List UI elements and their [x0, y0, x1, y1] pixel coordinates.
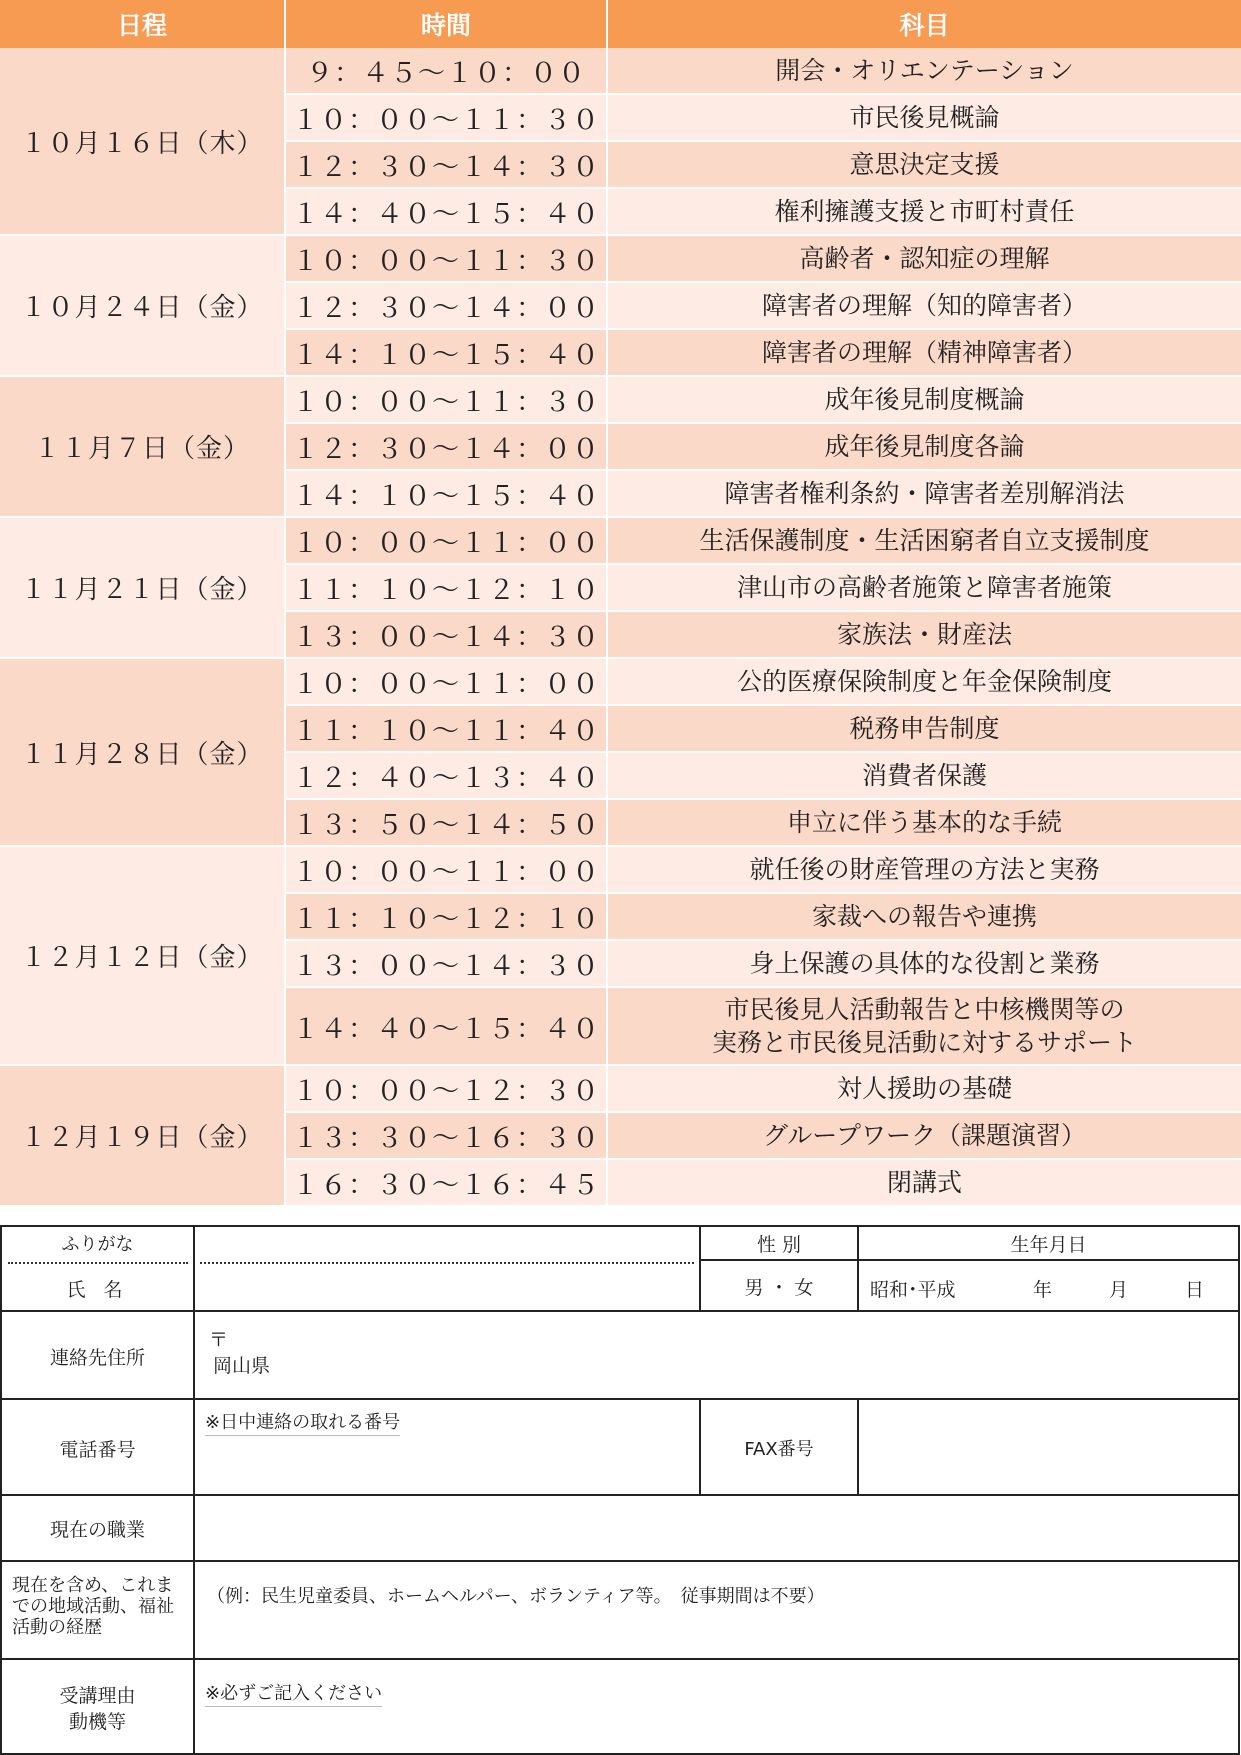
form-rule — [2, 1658, 1238, 1660]
session-time: １４：１０〜１５：４０ — [286, 471, 608, 518]
fax-label: FAX番号 — [744, 1439, 814, 1460]
address-input[interactable] — [262, 1317, 1232, 1393]
prefecture-text: 岡山県 — [213, 1355, 271, 1377]
schedule-header-row — [0, 0, 1241, 48]
session-subject-line: 市民後見人活動報告と中核機関等の — [724, 995, 1125, 1024]
session-subject: 家裁への報告や連携 — [608, 894, 1241, 941]
birthdate-label: 生年月日 — [1010, 1234, 1087, 1256]
schedule-row — [0, 377, 1241, 424]
session-subject: 成年後見制度概論 — [608, 377, 1241, 424]
form-rule — [2, 1560, 1238, 1562]
session-subject: 権利擁護支援と市町村責任 — [608, 189, 1241, 236]
schedule-row — [0, 48, 1241, 95]
date-column-header: 日程 — [0, 0, 286, 48]
reason-label-line2: 動機等 — [68, 1711, 126, 1733]
form-rule — [2, 1398, 1238, 1400]
session-subject: 消費者保護 — [608, 753, 1241, 800]
reason-label-line1: 受講理由 — [59, 1685, 136, 1707]
session-time: １１：１０〜１２：１０ — [286, 894, 608, 941]
session-subject: 対人援助の基礎 — [608, 1066, 1241, 1113]
gender-label: 性 別 — [756, 1234, 802, 1256]
session-time: １２：３０〜１４：００ — [286, 424, 608, 471]
birth-year-unit: 年 — [1033, 1279, 1053, 1301]
session-subject: 意思決定支援 — [608, 142, 1241, 189]
session-time: １３：００〜１４：３０ — [286, 612, 608, 659]
birth-era-options[interactable]: 昭和･平成 — [870, 1279, 956, 1301]
session-subject: 家族法・財産法 — [608, 612, 1241, 659]
session-subject: グループワーク（課題演習） — [608, 1113, 1241, 1160]
session-subject: 障害者の理解（知的障害者） — [608, 283, 1241, 330]
session-date: １１月７日（金） — [0, 377, 286, 518]
session-time: １４：４０〜１５：４０ — [286, 189, 608, 236]
postal-mark: 〒 — [209, 1329, 229, 1351]
session-subject: 成年後見制度各論 — [608, 424, 1241, 471]
form-rule — [857, 1398, 859, 1496]
session-time: １０：００〜１１：３０ — [286, 236, 608, 283]
session-subject: 高齢者・認知症の理解 — [608, 236, 1241, 283]
session-time: ９：４５〜１０：００ — [286, 48, 608, 95]
session-subject: 生活保護制度・生活困窮者自立支援制度 — [608, 518, 1241, 565]
form-rule — [2, 1494, 1238, 1496]
session-time: １１：１０〜１１：４０ — [286, 706, 608, 753]
session-date: １２月１２日（金） — [0, 847, 286, 1066]
schedule-row — [0, 518, 1241, 565]
form-rule — [2, 1310, 1238, 1312]
reason-note: ※必ずご記入ください — [205, 1679, 382, 1707]
session-subject: 市民後見概論 — [608, 95, 1241, 142]
session-time: １０：００〜１１：００ — [286, 847, 608, 894]
schedule-row — [0, 847, 1241, 894]
furigana-divider — [200, 1262, 694, 1264]
session-subject — [608, 988, 1241, 1066]
session-time: １３：００〜１４：３０ — [286, 941, 608, 988]
schedule-row — [0, 236, 1241, 283]
gender-options[interactable]: 男 ・ 女 — [744, 1277, 814, 1299]
session-subject: 公的医療保険制度と年金保険制度 — [608, 659, 1241, 706]
session-time: １２：４０〜１３：４０ — [286, 753, 608, 800]
session-date: １０月２４日（金） — [0, 236, 286, 377]
session-date: １１月２８日（金） — [0, 659, 286, 847]
activity-history-label: 現在を含め、これまでの地域活動、福祉活動の経歴 — [12, 1575, 174, 1638]
furigana-label: ふりがな — [61, 1234, 134, 1255]
session-date: １２月１９日（金） — [0, 1066, 286, 1207]
birth-month-unit: 月 — [1109, 1279, 1129, 1301]
furigana-divider — [8, 1262, 188, 1264]
birth-day-unit: 日 — [1185, 1279, 1205, 1301]
activity-history-input[interactable] — [197, 1612, 1235, 1654]
reason-input[interactable] — [197, 1705, 1235, 1749]
session-date: １１月２１日（金） — [0, 518, 286, 659]
session-time: １４：４０〜１５：４０ — [286, 988, 608, 1066]
session-subject: 障害者の理解（精神障害者） — [608, 330, 1241, 377]
session-time: １０：００〜１１：３０ — [286, 95, 608, 142]
session-time: １３：５０〜１４：５０ — [286, 800, 608, 847]
session-date: １０月１６日（木） — [0, 48, 286, 236]
schedule-row — [0, 1066, 1241, 1113]
session-subject: 津山市の高齢者施策と障害者施策 — [608, 565, 1241, 612]
session-time: １３：３０〜１６：３０ — [286, 1113, 608, 1160]
session-subject-line: 実務と市民後見活動に対するサポート — [711, 1028, 1137, 1057]
subject-column-header: 科目 — [608, 0, 1241, 48]
session-subject: 就任後の財産管理の方法と実務 — [608, 847, 1241, 894]
session-time: １０：００〜１２：３０ — [286, 1066, 608, 1113]
session-subject: 申立に伴う基本的な手続 — [608, 800, 1241, 847]
activity-history-note: （例：民生児童委員、ホームヘルパー、ボランティア等。 従事期間は不要） — [207, 1586, 825, 1607]
time-column-header: 時間 — [286, 0, 608, 48]
furigana-input[interactable] — [197, 1229, 695, 1259]
name-input[interactable] — [197, 1267, 695, 1309]
form-rule — [193, 1227, 195, 1753]
name-label: 氏 名 — [66, 1279, 129, 1301]
session-subject: 税務申告制度 — [608, 706, 1241, 753]
session-subject: 身上保護の具体的な役割と業務 — [608, 941, 1241, 988]
address-label: 連絡先住所 — [49, 1347, 145, 1369]
session-time: １０：００〜１１：００ — [286, 518, 608, 565]
session-time: １４：１０〜１５：４０ — [286, 330, 608, 377]
session-time: １６：３０〜１６：４５ — [286, 1160, 608, 1207]
session-subject: 開会・オリエンテーション — [608, 48, 1241, 95]
session-time: １０：００〜１１：３０ — [286, 377, 608, 424]
session-time: １２：３０〜１４：００ — [286, 283, 608, 330]
occupation-label: 現在の職業 — [49, 1519, 145, 1541]
session-time: １０：００〜１１：００ — [286, 659, 608, 706]
schedule-row — [0, 659, 1241, 706]
session-subject: 障害者権利条約・障害者差別解消法 — [608, 471, 1241, 518]
session-time: １１：１０〜１２：１０ — [286, 565, 608, 612]
fax-input[interactable] — [861, 1402, 1235, 1490]
session-subject: 閉講式 — [608, 1160, 1241, 1207]
phone-label: 電話番号 — [59, 1439, 136, 1461]
occupation-input[interactable] — [197, 1498, 1235, 1556]
application-form — [0, 1225, 1240, 1755]
phone-note: ※日中連絡の取れる番号 — [205, 1408, 400, 1436]
form-rule — [699, 1259, 1238, 1261]
session-time: １２：３０〜１４：３０ — [286, 142, 608, 189]
phone-input[interactable] — [197, 1432, 695, 1490]
